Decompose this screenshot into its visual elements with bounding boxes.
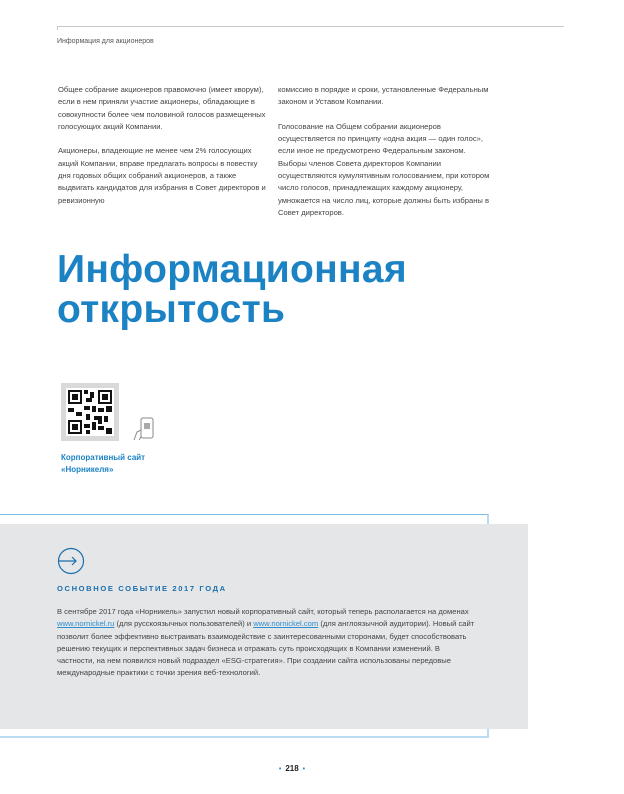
- paragraph: Акционеры, владеющие не менее чем 2% голосующих акций Компании, вправе предлагать вопросы в повестку дня годовых общих собраний акционеров, а также выдвигать кандидатов для избрания в Совет директоров и ревизионную: [58, 146, 266, 205]
- link-nornickel-com[interactable]: www.nornickel.com: [253, 619, 319, 629]
- caption-line: Корпоративный сайт: [61, 453, 146, 462]
- event-heading: ОСНОВНОЕ СОБЫТИЕ 2017 ГОДА: [57, 584, 227, 593]
- bullet-icon: •: [278, 766, 282, 773]
- qr-code-icon: [66, 388, 114, 436]
- page-title: [57, 250, 407, 330]
- section-label: Информация для акционеров: [57, 38, 154, 45]
- text-column-left: [58, 84, 270, 219]
- title-line: открытость: [57, 288, 286, 331]
- paragraph: Общее собрание акционеров правомочно (имеет кворум), если в нем приняли участие акционеры, обладающие в совокупности более чем половиной голосов размещенных голосующих акций Компании.: [58, 85, 266, 131]
- event-text-part: (для русскоязычных пользователей) и: [114, 619, 254, 629]
- event-text-part: В сентябре 2017 года «Норникель» запустил новый корпоративный сайт, который теперь располагается на доменах: [57, 607, 469, 616]
- paragraph: Голосование на Общем собрании акционеров осуществляется по принципу «одна акция — один голос», если иное не предусмотрено Федеральным законом. Выборы членов Совета директоров Компании осуществляются кумулятивным голосованием, при котором число голосов, принадлежащих каждому акционеру, умножается на число лиц, которые должны быть избраны в Совет директоров.: [278, 121, 490, 217]
- text-column-right: [278, 84, 490, 232]
- event-text: [57, 606, 477, 680]
- header-rule: [57, 26, 564, 27]
- page-number: [0, 764, 584, 773]
- caption-line: «Норникеля»: [61, 465, 114, 474]
- qr-caption: [61, 452, 145, 476]
- event-text-part: (для англоязычной аудитории). Новый сайт позволит более эффективно выстраивать взаимодействие с заинтересованными сторонами, будет способствовать решению текущих и перспективных задач бизнеса и отражать суть происходящих в Компании изменений. В частности, на нем появился новый подраздел «ESG-стратегия». При создании сайта использованы передовые международные практики с точки зрения веб-технологий.: [57, 619, 475, 678]
- qr-code[interactable]: [61, 383, 119, 441]
- title-line: Информационная: [57, 248, 407, 291]
- arrow-right-circle-icon: [57, 547, 85, 575]
- bullet-icon: •: [302, 766, 306, 773]
- link-nornickel-ru[interactable]: www.nornickel.ru: [57, 619, 115, 629]
- page-number-value: 218: [285, 764, 299, 773]
- phone-scan-icon: [133, 417, 155, 441]
- paragraph: комиссию в порядке и сроки, установленные Федеральным законом и Уставом Компании.: [278, 85, 489, 107]
